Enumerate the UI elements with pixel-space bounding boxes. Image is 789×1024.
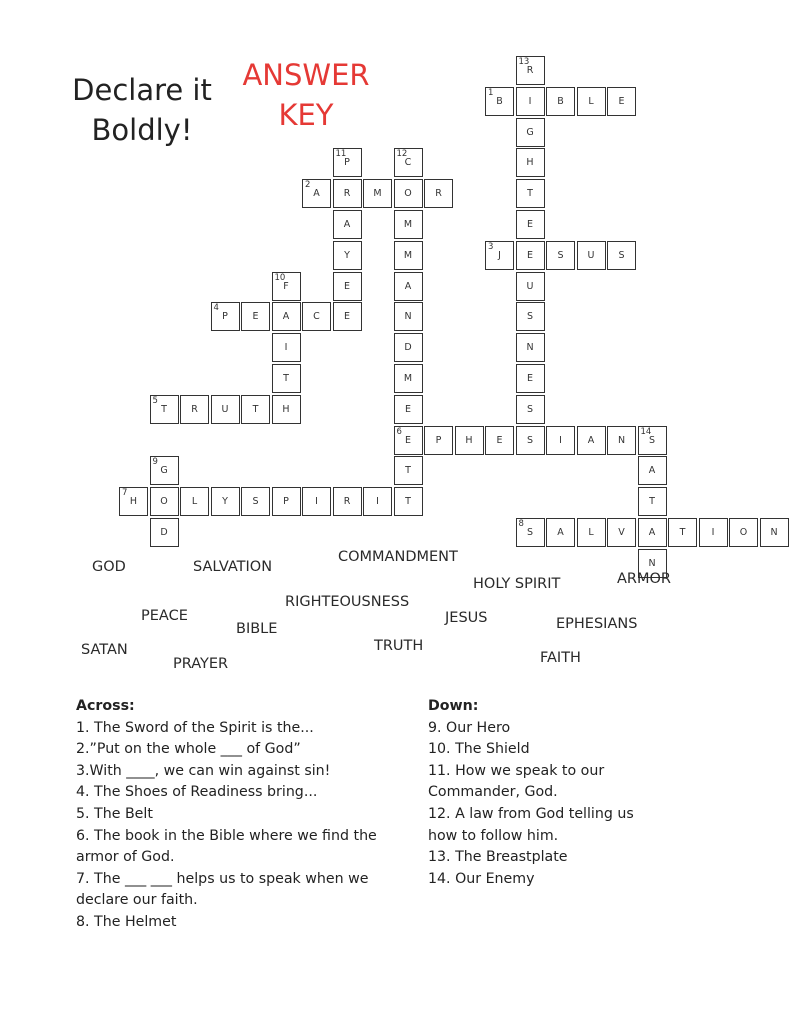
- crossword-cell: [516, 241, 545, 270]
- crossword-cell: [607, 87, 636, 116]
- cell-letter: T: [649, 496, 655, 508]
- cell-letter: L: [191, 496, 198, 508]
- crossword-cell: [485, 87, 514, 116]
- cell-letter: G: [160, 465, 168, 477]
- cell-letter: D: [160, 527, 168, 538]
- clue-number: 2: [305, 180, 311, 191]
- crossword-cell: [333, 302, 362, 331]
- crossword-cell: [607, 241, 636, 270]
- crossword-cell: [577, 241, 606, 270]
- cell-letter: C: [313, 311, 320, 323]
- cell-letter: M: [403, 219, 413, 230]
- cell-letter: H: [282, 403, 290, 415]
- cell-letter: M: [373, 188, 382, 200]
- cell-letter: E: [404, 434, 411, 446]
- crossword-cell: [333, 272, 362, 301]
- clue-line: 6. The book in the Bible where we find the: [76, 827, 377, 844]
- cell-letter: N: [648, 557, 656, 569]
- crossword-cell: [241, 487, 270, 516]
- clue-line: 8. The Helmet: [76, 913, 177, 930]
- cell-letter: M: [403, 373, 413, 384]
- across-clues: [76, 696, 416, 934]
- cell-letter: T: [161, 403, 167, 415]
- clue-line: 1. The Sword of the Spirit is the...: [76, 719, 314, 736]
- crossword-cell: [333, 148, 362, 177]
- cell-letter: I: [528, 95, 532, 107]
- cell-letter: A: [648, 465, 656, 477]
- cell-letter: S: [526, 403, 534, 415]
- word-bank-item: COMMANDMENT: [338, 549, 458, 565]
- crossword-cell: [546, 518, 575, 547]
- word-bank-item: TRUTH: [374, 638, 424, 654]
- clue-number: 10: [274, 272, 286, 283]
- crossword-cell: [394, 179, 423, 208]
- crossword-cell: [516, 179, 545, 208]
- cell-letter: E: [252, 311, 259, 323]
- cell-letter: E: [404, 403, 411, 415]
- clue-line: Commander, God.: [428, 784, 558, 801]
- crossword-cell: [150, 395, 179, 424]
- cell-letter: J: [498, 249, 501, 261]
- cell-letter: S: [252, 496, 259, 508]
- cell-letter: I: [376, 496, 379, 508]
- cell-letter: D: [404, 342, 412, 354]
- crossword-cell: [485, 426, 514, 455]
- clue-line: 14. Our Enemy: [428, 870, 535, 887]
- cell-letter: I: [315, 496, 318, 508]
- crossword-cell: [302, 179, 331, 208]
- clue-number: 11: [335, 149, 347, 160]
- clue-number: 4: [213, 303, 219, 314]
- cell-letter: B: [496, 95, 503, 107]
- cell-letter: T: [679, 527, 686, 538]
- cell-letter: O: [404, 188, 412, 200]
- crossword-cell: [272, 302, 301, 331]
- down-heading: Down:: [428, 698, 479, 714]
- cell-letter: U: [221, 403, 229, 415]
- crossword-cell: [546, 241, 575, 270]
- clue-line: 9. Our Hero: [428, 719, 511, 736]
- cell-letter: T: [405, 465, 411, 477]
- cell-letter: G: [526, 126, 534, 138]
- cell-letter: N: [770, 527, 778, 538]
- cell-letter: P: [283, 496, 289, 508]
- cell-letter: A: [404, 280, 412, 292]
- crossword-cell: [272, 272, 301, 301]
- clue-number: 5: [152, 395, 158, 406]
- title-line-1: Declare it: [72, 73, 212, 107]
- cell-letter: A: [587, 434, 595, 446]
- crossword-cell: [394, 456, 423, 485]
- crossword-cell: [516, 148, 545, 177]
- crossword-cell: [577, 518, 606, 547]
- cell-letter: S: [648, 434, 656, 446]
- crossword-cell: [394, 333, 423, 362]
- cell-letter: L: [588, 95, 594, 107]
- clue-line: 7. The ___ ___ helps us to speak when we: [76, 870, 369, 887]
- crossword-cell: [211, 302, 240, 331]
- cell-letter: S: [526, 434, 534, 446]
- cell-letter: Y: [344, 249, 350, 261]
- clue-number: 9: [152, 457, 158, 468]
- cell-letter: A: [313, 188, 320, 200]
- clue-number: 1: [488, 87, 494, 98]
- cell-letter: U: [587, 249, 595, 261]
- crossword-cell: [516, 272, 545, 301]
- crossword-cell: [272, 364, 301, 393]
- cell-letter: N: [404, 311, 412, 323]
- answer-key-line-2: KEY: [278, 98, 334, 132]
- cell-letter: I: [284, 342, 288, 354]
- crossword-cell: [272, 333, 301, 362]
- cell-letter: P: [344, 157, 350, 169]
- crossword-cell: [607, 518, 636, 547]
- crossword-cell: [394, 487, 423, 516]
- crossword-cell: [150, 456, 179, 485]
- clue-number: 3: [488, 241, 494, 252]
- crossword-cell: [455, 426, 484, 455]
- word-bank-item: HOLY SPIRIT: [473, 576, 561, 592]
- crossword-cell: [241, 395, 270, 424]
- clue-line: 12. A law from God telling us: [428, 805, 634, 822]
- crossword-cell: [394, 210, 423, 239]
- cell-letter: R: [343, 188, 351, 200]
- word-bank-item: PRAYER: [173, 656, 229, 672]
- cell-letter: A: [648, 527, 656, 538]
- across-heading: Across:: [76, 698, 135, 714]
- crossword-cell: [394, 426, 423, 455]
- clue-line: 10. The Shield: [428, 741, 530, 758]
- crossword-cell: [394, 241, 423, 270]
- cell-letter: E: [526, 219, 533, 230]
- cell-letter: C: [404, 157, 412, 169]
- word-bank-item: FAITH: [540, 650, 581, 666]
- word-bank-item: SATAN: [81, 642, 128, 658]
- crossword-cell: [760, 518, 789, 547]
- clue-number: 13: [518, 57, 530, 67]
- word-bank-item: PEACE: [141, 608, 188, 624]
- crossword-cell: [638, 518, 667, 547]
- crossword-cell: [638, 456, 667, 485]
- clue-line: 5. The Belt: [76, 805, 153, 822]
- crossword-cell: [516, 395, 545, 424]
- cell-letter: A: [557, 527, 564, 538]
- crossword-cell: [394, 148, 423, 177]
- clue-line: 13. The Breastplate: [428, 849, 568, 866]
- cell-letter: S: [557, 249, 564, 261]
- cell-letter: I: [559, 434, 562, 446]
- word-bank-item: JESUS: [445, 610, 488, 626]
- clue-number: 14: [640, 426, 652, 437]
- clue-number: 6: [396, 426, 402, 437]
- crossword-cell: [638, 487, 667, 516]
- cell-letter: H: [526, 157, 534, 169]
- cell-letter: N: [526, 342, 534, 354]
- cell-letter: F: [283, 280, 289, 292]
- cell-letter: S: [526, 311, 534, 323]
- clue-line: 2.”Put on the whole ___ of God”: [76, 741, 301, 758]
- cell-letter: E: [343, 311, 350, 323]
- cell-letter: R: [435, 188, 442, 200]
- cell-letter: S: [618, 249, 625, 261]
- crossword-cell: [333, 241, 362, 270]
- cell-letter: O: [160, 496, 168, 508]
- crossword-cell: [516, 333, 545, 362]
- crossword-cell: [272, 487, 301, 516]
- crossword-cell: [333, 487, 362, 516]
- down-clues: [428, 696, 728, 890]
- clue-number: 7: [122, 488, 128, 499]
- crossword-cell: [211, 395, 240, 424]
- crossword-cell: [516, 518, 545, 547]
- cell-letter: S: [526, 527, 534, 538]
- cell-letter: I: [711, 527, 715, 538]
- crossword-cell: [516, 87, 545, 116]
- cell-letter: E: [526, 373, 533, 384]
- crossword-cell: [333, 179, 362, 208]
- word-bank-item: ARMOR: [617, 571, 671, 587]
- cell-letter: T: [527, 188, 533, 200]
- cell-letter: R: [343, 496, 351, 508]
- title-line-2: Boldly!: [91, 113, 193, 147]
- word-bank-item: RIGHTEOUSNESS: [285, 594, 410, 610]
- crossword-cell: [516, 118, 545, 147]
- clue-line: declare our faith.: [76, 892, 198, 909]
- cell-letter: Y: [222, 496, 228, 508]
- cell-letter: M: [403, 249, 413, 261]
- crossword-cell: [516, 210, 545, 239]
- cell-letter: V: [618, 527, 625, 538]
- clue-line: how to follow him.: [428, 827, 559, 844]
- crossword-cell: [577, 87, 606, 116]
- cell-letter: T: [252, 403, 259, 415]
- crossword-cell: [333, 210, 362, 239]
- crossword-cell: [485, 241, 514, 270]
- crossword-cell: [180, 395, 209, 424]
- cell-letter: P: [435, 434, 442, 446]
- crossword-cell: [211, 487, 240, 516]
- clue-number: 8: [518, 519, 524, 529]
- cell-letter: U: [526, 280, 534, 292]
- clue-number: 12: [396, 149, 408, 160]
- cell-letter: E: [526, 249, 533, 261]
- crossword-cell: [241, 302, 270, 331]
- cell-letter: H: [129, 496, 138, 508]
- cell-letter: P: [222, 311, 228, 323]
- clue-line: 4. The Shoes of Readiness bring...: [76, 784, 318, 801]
- crossword-cell: [272, 395, 301, 424]
- cell-letter: E: [343, 280, 350, 292]
- crossword-cell: [394, 364, 423, 393]
- crossword-cell: [546, 426, 575, 455]
- crossword-cell: [180, 487, 209, 516]
- crossword-cell: [699, 518, 728, 547]
- clue-line: 3.With ____, we can win against sin!: [76, 762, 331, 779]
- crossword-cell: [729, 518, 758, 547]
- crossword-cell: [302, 302, 331, 331]
- answer-key-line-1: ANSWER: [242, 58, 370, 92]
- cell-letter: E: [618, 95, 625, 107]
- clue-line: armor of God.: [76, 849, 175, 866]
- crossword-cell: [363, 179, 392, 208]
- cell-letter: B: [557, 95, 564, 107]
- crossword-cell: [150, 518, 179, 547]
- word-bank-item: EPHESIANS: [556, 616, 638, 632]
- crossword-cell: [302, 487, 331, 516]
- cell-letter: E: [496, 434, 503, 446]
- crossword-cell: [516, 56, 545, 85]
- crossword-cell: [394, 302, 423, 331]
- cell-letter: N: [617, 434, 626, 446]
- crossword-cell: [516, 426, 545, 455]
- crossword-cell: [394, 272, 423, 301]
- crossword-cell: [150, 487, 179, 516]
- crossword-cell: [607, 426, 636, 455]
- cell-letter: R: [526, 65, 534, 76]
- cell-letter: L: [588, 527, 594, 538]
- crossword-cell: [546, 87, 575, 116]
- crossword-cell: [394, 395, 423, 424]
- crossword-cell: [363, 487, 392, 516]
- cell-letter: H: [465, 434, 473, 446]
- crossword-cell: [516, 302, 545, 331]
- crossword-cell: [516, 364, 545, 393]
- crossword-cell: [638, 426, 667, 455]
- cell-letter: R: [191, 403, 198, 415]
- cell-letter: A: [343, 219, 351, 230]
- word-bank-item: BIBLE: [236, 621, 278, 637]
- cell-letter: T: [405, 496, 411, 508]
- word-bank-item: GOD: [92, 559, 126, 575]
- crossword-cell: [424, 426, 453, 455]
- cell-letter: A: [282, 311, 290, 323]
- word-bank-item: SALVATION: [193, 559, 273, 575]
- crossword-cell: [668, 518, 697, 547]
- cell-letter: O: [739, 527, 748, 538]
- crossword-cell: [424, 179, 453, 208]
- cell-letter: T: [283, 373, 289, 384]
- crossword-cell: [119, 487, 148, 516]
- crossword-cell: [577, 426, 606, 455]
- clue-line: 11. How we speak to our: [428, 762, 605, 779]
